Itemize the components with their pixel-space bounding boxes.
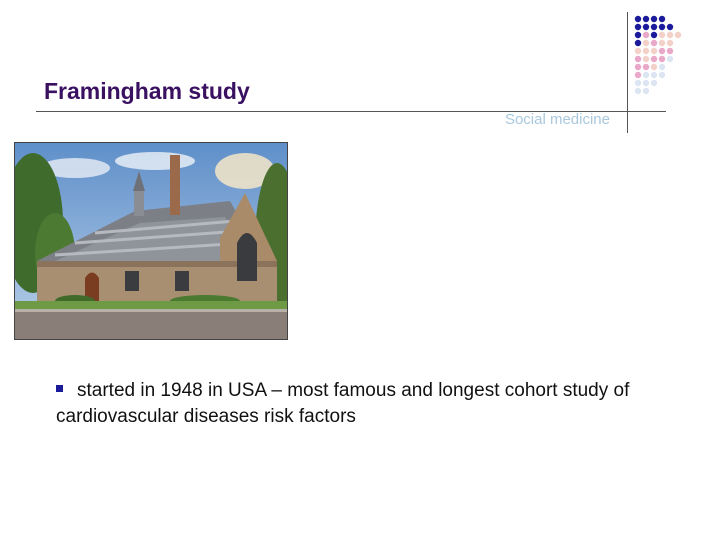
slide-title: Framingham study [44,78,250,104]
building-photo [14,142,288,340]
dot-grid-decoration [634,15,686,107]
vertical-divider [627,12,628,133]
bullet-text: started in 1948 in USA – most famous and longest cohort study of cardiovascular diseases risk factors [56,380,630,427]
building-illustration [15,143,287,339]
bullet-list [56,378,656,430]
bullet-square-icon [56,385,63,392]
slide-subtitle: Social medicine [504,111,610,128]
